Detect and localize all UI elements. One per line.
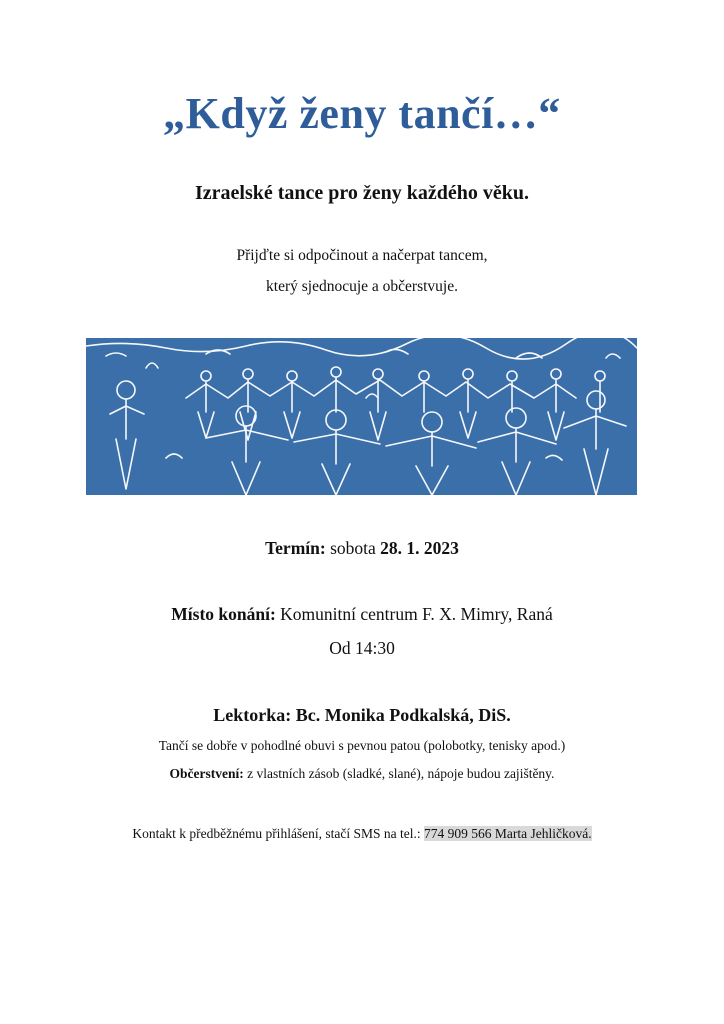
dancing-women-circle-illustration-icon (86, 338, 637, 495)
place-value: Komunitní centrum F. X. Mimry, Raná (280, 604, 553, 624)
invite-line-2: který sjednocuje a občerstvuje. (266, 278, 458, 295)
event-date (0, 538, 724, 559)
invite-line-1: Přijďte si odpočinout a načerpat tancem, (236, 247, 488, 264)
footwear-note: Tančí se dobře v pohodlné obuvi s pevnou patou (polobotky, tenisky apod.) (158, 738, 566, 753)
place-label: Místo konání: (171, 604, 276, 624)
termin-day: sobota (330, 538, 376, 558)
contact-info (0, 826, 724, 842)
refreshment-note (0, 766, 724, 782)
event-time: Od 14:30 (329, 638, 395, 658)
contact-text: Kontakt k předběžnému přihlášení, stačí SMS na tel.: (132, 826, 421, 841)
subtitle: Izraelské tance pro ženy každého věku. (194, 182, 530, 204)
refreshment-value: z vlastních zásob (sladké, slané), nápoje budou zajištěny. (247, 766, 555, 781)
contact-phone: 774 909 566 Marta Jehličková. (424, 826, 592, 841)
termin-label: Termín: (265, 538, 326, 558)
termin-date: 28. 1. 2023 (380, 538, 459, 558)
page-title: „Když ženy tančí…“ (163, 89, 561, 138)
refreshment-label: Občerstvení: (169, 766, 244, 781)
event-place (0, 604, 724, 625)
lecturer: Lektorka: Bc. Monika Podkalská, DiS. (213, 705, 511, 725)
dancing-women-banner (86, 338, 637, 495)
